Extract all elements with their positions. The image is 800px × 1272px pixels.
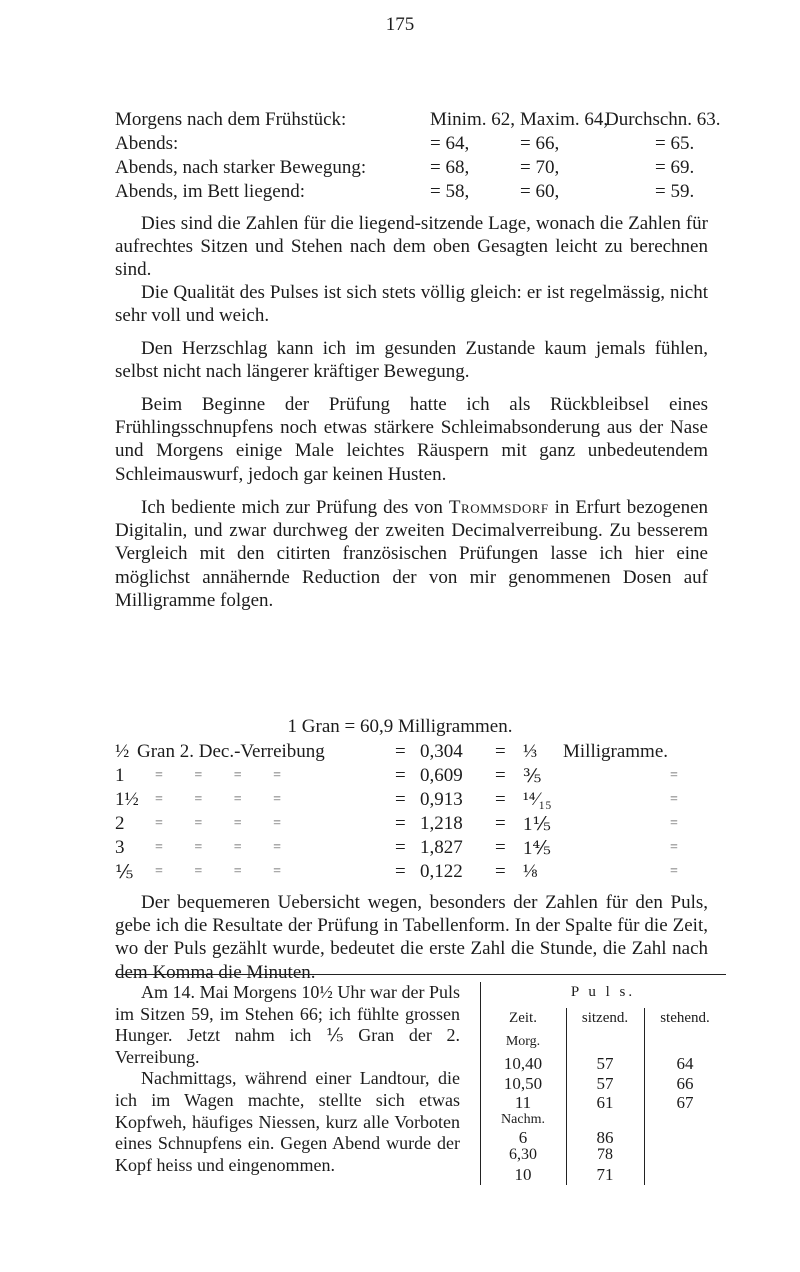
conversion-row [115,861,715,885]
conversion-eq: = [495,837,506,858]
table-cell-sitzend: 57 [596,1054,614,1073]
conversion-gran: 1 [115,765,125,786]
table-cell-sitzend: 71 [596,1165,614,1184]
conversion-eq: = [495,741,506,762]
pulse-row-label: Abends, im Bett liegend: [115,181,305,202]
table-cell-zeit: 10,40 [503,1054,543,1073]
conversion-desc: = = = = [155,768,296,783]
conversion-desc: = = = = [155,840,296,855]
author-name: Trommsdorf [448,497,549,518]
table-cell-stehend: 66 [676,1074,694,1093]
conversion-frac: 1⅕ [523,814,551,835]
conversion-desc: = = = = [155,792,296,807]
conversion-mg: 0,913 [420,789,463,810]
paragraph: Die Qualität des Pulses ist sich stets völlig gleich: er ist regelmässig, nicht sehr voll und weich. [115,282,708,327]
conversion-eq: = [395,861,406,882]
conversion-unit: = [670,864,692,879]
table-header-sitzend: sitzend. [581,1010,629,1026]
conversion-eq: = [495,789,506,810]
table-top-rule [115,974,726,975]
conversion-unit: = [670,816,692,831]
conversion-gran: 1½ [115,789,139,810]
conversion-row [115,813,715,837]
conversion-eq: = [395,765,406,786]
table-cell-zeit: 11 [514,1093,532,1112]
table-cell-zeit: 10 [514,1165,532,1184]
conversion-gran: ½ [115,741,130,762]
table-cell-stehend: 67 [676,1093,694,1112]
pulse-row-min: = 64, [430,133,470,154]
pulse-row-min: = 58, [430,181,470,202]
conversion-unit: = [670,792,692,807]
conversion-eq: = [395,789,406,810]
entry-paragraph: Am 14. Mai Morgens 10½ Uhr war der Puls im Sitzen 59, im Stehen 66; ich fühlte grossen Hunger. Jetzt nahm ich ⅕ Gran der 2. Verreibung. [115,982,460,1067]
table-cell-zeit: Morg. [505,1034,541,1049]
conversion-frac: ⅛ [523,861,538,882]
conversion-desc: = = = = [155,864,296,879]
conversion-unit: = [670,840,692,855]
table-cell-sitzend: 57 [596,1074,614,1093]
table-divider [644,1165,645,1185]
pulse-table [480,982,726,1167]
entry-paragraph: Nachmittags, während einer Landtour, die ich im Wagen machte, stellte sich etwas Kopfweh, häufiges Niessen, kurz alle Vorboten eines Schnupfens ein. Gegen Abend wurde der Kopf heiss und eingenommen. [115,1068,460,1175]
pulse-row-min: = 68, [430,157,470,178]
conversion-unit: Milligramme. [563,741,669,762]
conversion-gran: ⅕ [115,862,134,883]
conversion-desc: = = = = [155,816,296,831]
paragraph: Dies sind die Zahlen für die liegend-sitzende Lage, wonach die Zahlen für aufrechtes Sitzen und Stehen nach dem oben Gesagten leicht zu berechnen sind. [115,213,708,281]
pulse-row-max: = 60, [520,181,560,202]
paragraph: Den Herzschlag kann ich im gesunden Zustande kaum jemals fühlen, selbst nicht nach längerer kräftiger Bewegung. [115,338,708,383]
conversion-frac: ⅗ [523,766,542,787]
pulse-row-avg: = 65. [655,133,695,154]
paragraph [115,496,708,612]
pulse-row-avg: = 69. [655,157,695,178]
paragraph-text: in Erfurt bezogenen Digitalin, und zwar durchweg der zweiten Decimalverreibung. Zu besserem Vergleich mit den citirten französischen Prüfungen lasse ich hier eine möglichst annähernde Reduction der von mir genommenen Dosen auf Milligramme folgen. [115,497,708,611]
conversion-row [115,789,715,813]
conversion-frac: ¹⁴⁄₁₅ [523,789,552,810]
pulse-row-min: Minim. 62, [430,109,515,130]
table-cell-zeit: 6,30 [509,1146,537,1163]
pulse-row-avg: = 59. [655,181,695,202]
table-cell-zeit: Nachm. [501,1112,545,1127]
conversion-desc: Gran 2. Dec.-Verreibung [137,741,325,762]
pulse-row-max: Maxim. 64, [520,109,609,130]
conversion-mg: 1,218 [420,813,463,834]
conversion-row [115,741,715,765]
conversion-frac: ⅓ [523,741,538,762]
table-cell-zeit: 6 [518,1128,528,1147]
conversion-frac: 1⅘ [523,838,551,859]
conversion-row [115,837,715,861]
conversion-mg: 0,609 [420,765,463,786]
pulse-row-label: Morgens nach dem Frühstück: [115,109,347,130]
conversion-mg: 0,304 [420,741,463,762]
paragraph-text: Ich bediente mich zur Prüfung des von [141,497,443,518]
table-cell-sitzend: 78 [597,1146,613,1163]
table-cell-sitzend: 61 [596,1093,614,1112]
conversion-eq: = [495,861,506,882]
pulse-row-label: Abends, nach starker Bewegung: [115,157,367,178]
conversion-mg: 0,122 [420,861,463,882]
conversion-eq: = [395,813,406,834]
conversion-eq: = [495,765,506,786]
pulse-row-max: = 66, [520,133,560,154]
conversion-unit: = [670,768,692,783]
gran-definition: 1 Gran = 60,9 Milligrammen. [287,716,513,737]
conversion-eq: = [395,837,406,858]
conversion-mg: 1,827 [420,837,463,858]
pulse-row-label: Abends: [115,133,179,154]
table-header-stehend: stehend. [660,1010,710,1026]
conversion-eq: = [495,813,506,834]
table-cell-sitzend: 86 [596,1128,614,1147]
conversion-gran: 3 [115,837,125,858]
diary-entry [115,982,460,1176]
table-cell-zeit: 10,50 [503,1074,543,1093]
pulse-table-last-row [480,1165,726,1189]
page-number: 175 [385,14,415,35]
paragraph: Der bequemeren Uebersicht wegen, besonders der Zahlen für den Puls, gebe ich die Resultate der Prüfung in Tabellenform. In der Spalte für die Zeit, wo der Puls gezählt wurde, bedeutet die erste Zahl die Stunde, die Zahl nach dem Komma die Minuten. [115,892,708,983]
conversion-gran: 2 [115,813,125,834]
conversion-row [115,765,715,789]
paragraph: Beim Beginne der Prüfung hatte ich als Rückbleibsel eines Frühlingsschnupfens noch etwas stärkere Schleimabsonderung aus der Nase und Morgens einige Male leichtes Räuspern mit ganz unbedeutendem Schleimauswurf, jedoch gar keinen Husten. [115,394,708,485]
conversion-eq: = [395,741,406,762]
pulse-row-avg: Durchschn. 63. [605,109,721,130]
table-header-zeit: Zeit. [509,1010,537,1026]
table-title: P u l s. [570,984,636,1000]
table-cell-stehend: 64 [676,1054,694,1073]
pulse-row-max: = 70, [520,157,560,178]
